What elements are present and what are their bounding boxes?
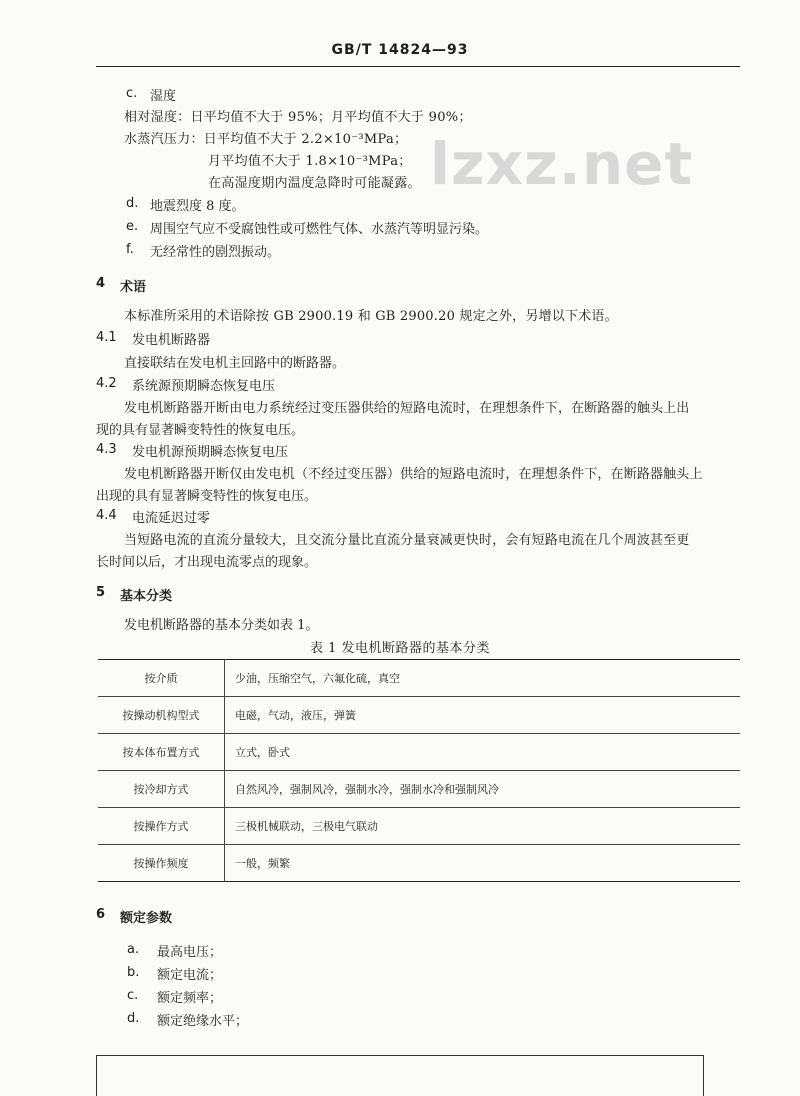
document-code-header: GB/T 14824—93 (331, 42, 469, 58)
table-1-caption: 表 1 发电机断路器的基本分类 (309, 641, 491, 656)
table-row (98, 771, 740, 808)
table-row (98, 808, 740, 845)
term-4-1-title: 发电机断路器 (132, 333, 211, 348)
table-row-key: 按本体布置方式 (98, 734, 225, 771)
table-row (98, 734, 740, 771)
table-row (98, 697, 740, 734)
vapour-pressure-line-1: 水蒸汽压力：日平均值不大于 2.2×10⁻³MPa； (124, 132, 408, 147)
item-d-label: d. (126, 196, 139, 211)
table-row-value: 立式，卧式 (225, 734, 741, 771)
section-5-title: 基本分类 (120, 589, 173, 604)
param-a-text: 最高电压； (157, 945, 223, 960)
classification-table (98, 659, 740, 882)
table-row-value: 一般，频繁 (225, 845, 741, 882)
footer-box (96, 1055, 704, 1096)
table-row-key: 按操作频度 (98, 845, 225, 882)
section-4-intro: 本标准所采用的术语除按 GB 2900.19 和 GB 2900.20 规定之外，另增以下术语。 (124, 309, 618, 324)
term-4-1-number: 4.1 (96, 330, 117, 345)
item-f-label: f. (126, 242, 134, 257)
section-5-number: 5 (96, 585, 106, 600)
section-5-intro: 发电机断路器的基本分类如表 1。 (124, 618, 319, 633)
param-b-text: 额定电流； (157, 968, 223, 983)
param-c-label: c. (127, 988, 139, 1003)
section-6-number: 6 (96, 907, 106, 922)
param-b-label: b. (127, 965, 140, 980)
term-4-2-body-line-2: 现的具有显著瞬变特性的恢复电压。 (96, 423, 305, 438)
item-e-text: 周围空气应不受腐蚀性或可燃性气体、水蒸汽等明显污染。 (150, 222, 489, 237)
table-row-key: 按介质 (98, 660, 225, 697)
vapour-pressure-line-2: 月平均值不大于 1.8×10⁻³MPa； (208, 154, 412, 169)
header-rule (96, 66, 740, 67)
param-d-label: d. (127, 1011, 140, 1026)
watermark: lzxz.net (430, 130, 694, 198)
param-c-text: 额定频率； (157, 991, 223, 1006)
section-4-number: 4 (96, 276, 106, 291)
term-4-1-body: 直接联结在发电机主回路中的断路器。 (124, 356, 346, 371)
table-row-value: 三极机械联动，三极电气联动 (225, 808, 741, 845)
table-row-key: 按操作方式 (98, 808, 225, 845)
relative-humidity-line: 相对湿度：日平均值不大于 95%；月平均值不大于 90%； (124, 110, 472, 125)
vapour-pressure-line-3: 在高湿度期内温度急降时可能凝露。 (208, 176, 421, 191)
param-a-label: a. (127, 942, 140, 957)
section-6-title: 额定参数 (120, 911, 173, 926)
table-row-key: 按操动机构型式 (98, 697, 225, 734)
param-d-text: 额定绝缘水平； (157, 1014, 249, 1029)
term-4-4-title: 电流延迟过零 (132, 511, 211, 526)
term-4-4-number: 4.4 (96, 508, 117, 523)
term-4-3-body-line-2: 出现的具有显著瞬变特性的恢复电压。 (96, 489, 318, 504)
term-4-4-body-line-1: 当短路电流的直流分量较大，且交流分量比直流分量衰减更快时，会有短路电流在几个周波甚至更 (124, 533, 690, 548)
table-row-key: 按冷却方式 (98, 771, 225, 808)
term-4-4-body-line-2: 长时间以后，才出现电流零点的现象。 (96, 555, 318, 570)
term-4-2-title: 系统源预期瞬态恢复电压 (132, 379, 276, 394)
section-4-title: 术语 (120, 280, 147, 295)
item-c-label: c. (126, 86, 138, 101)
item-c-text: 湿度 (150, 89, 177, 104)
table-row-value: 电磁，气动，液压，弹簧 (225, 697, 741, 734)
item-e-label: e. (126, 219, 139, 234)
item-f-text: 无经常性的剧烈振动。 (150, 245, 281, 260)
table-row-value: 少油，压缩空气，六氟化硫，真空 (235, 672, 400, 685)
table-row-value: 自然风冷，强制风冷，强制水冷，强制水冷和强制风冷 (225, 771, 741, 808)
term-4-3-body-line-1: 发电机断路器开断仅由发电机（不经过变压器）供给的短路电流时，在理想条件下，在断路器触头上 (124, 467, 703, 482)
term-4-2-body-line-1: 发电机断路器开断由电力系统经过变压器供给的短路电流时，在理想条件下，在断路器的触头上出 (124, 401, 690, 416)
item-d-text: 地震烈度 8 度。 (150, 199, 245, 214)
term-4-2-number: 4.2 (96, 376, 117, 391)
table-row (98, 660, 740, 697)
term-4-3-title: 发电机源预期瞬态恢复电压 (132, 445, 289, 460)
term-4-3-number: 4.3 (96, 442, 117, 457)
table-row (98, 845, 740, 882)
